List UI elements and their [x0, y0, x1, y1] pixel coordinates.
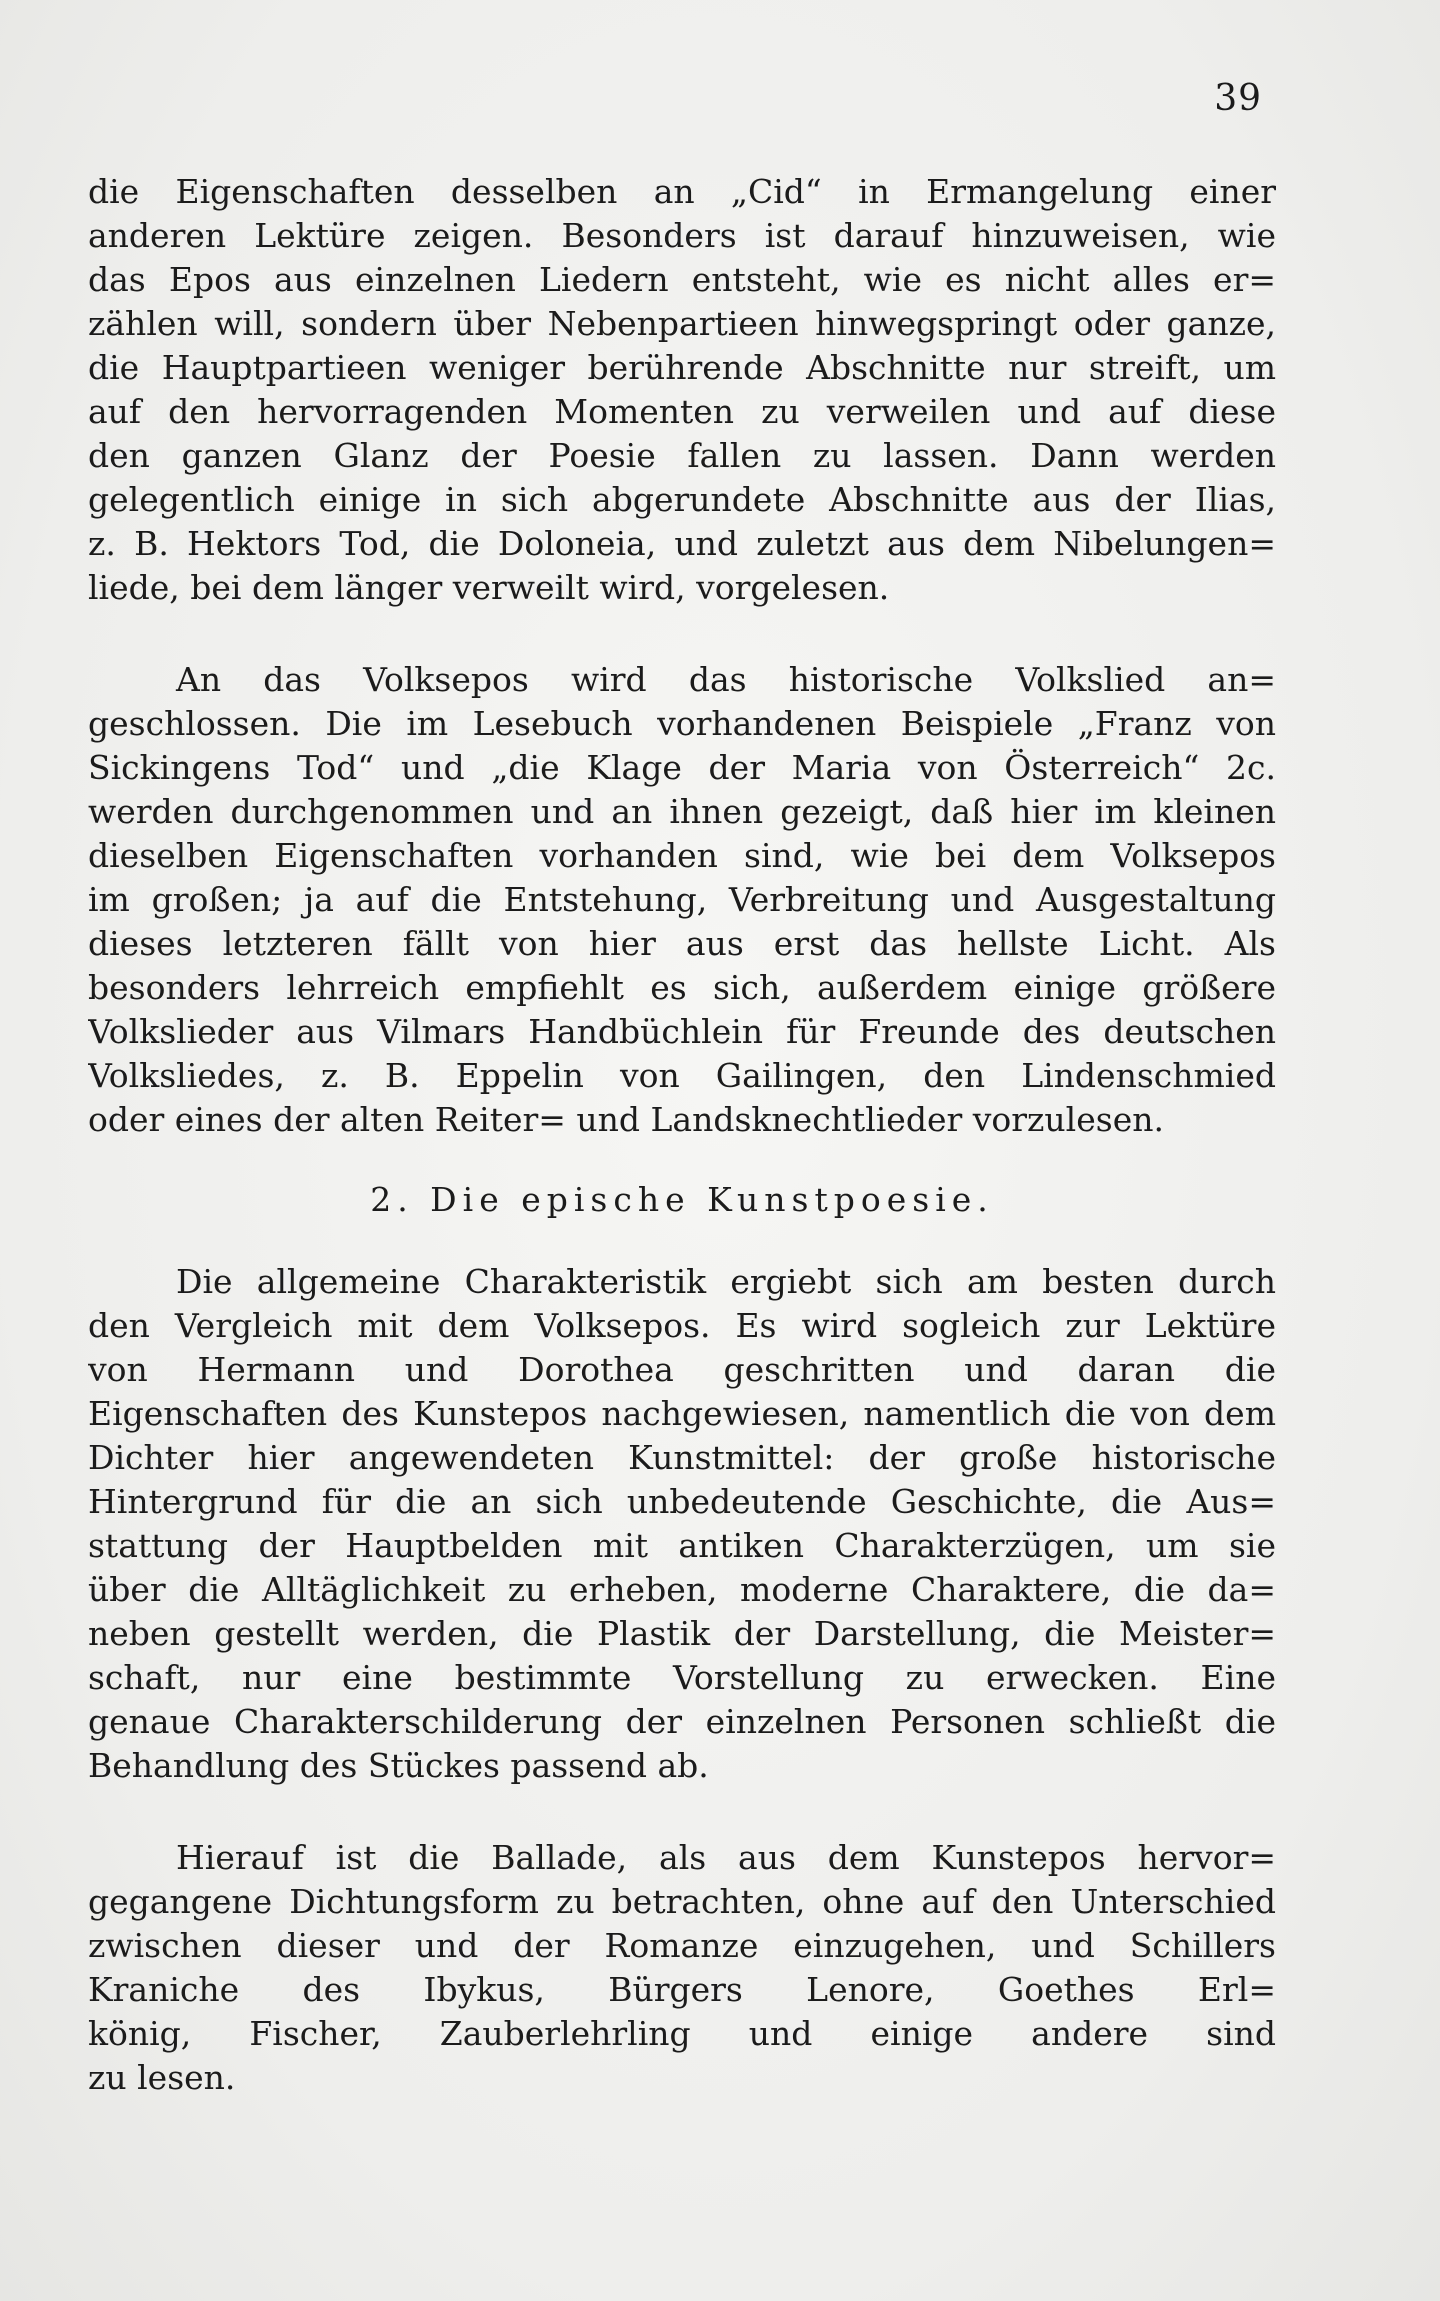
- text-line: liede, bei dem länger verweilt wird, vorgelesen.: [88, 568, 890, 607]
- text-line: über die Alltäglichkeit zu erheben, moderne Charaktere, die da=: [88, 1570, 1276, 1609]
- text-line: Hierauf ist die Ballade, als aus dem Kunstepos hervor=: [176, 1838, 1276, 1877]
- section-heading: 2. Die epische Kunstpoesie.: [370, 1180, 994, 1219]
- text-line: Sickingens Tod“ und „die Klage der Maria von Österreich“ 2c.: [88, 748, 1276, 787]
- text-line: dieses letzteren fällt von hier aus erst das hellste Licht. Als: [88, 924, 1276, 963]
- text-line: genaue Charakterschilderung der einzelnen Personen schließt die: [88, 1702, 1276, 1741]
- text-line: stattung der Hauptbelden mit antiken Charakterzügen, um sie: [88, 1526, 1276, 1565]
- text-line: die Hauptpartieen weniger berührende Abschnitte nur streift, um: [88, 348, 1276, 387]
- text-line: An das Volksepos wird das historische Volkslied an=: [176, 660, 1276, 699]
- paragraph-3: [88, 1260, 1276, 1788]
- paragraph-2: [88, 658, 1276, 1142]
- text-line: zwischen dieser und der Romanze einzugehen, und Schillers: [88, 1926, 1276, 1965]
- text-line: Dichter hier angewendeten Kunstmittel: der große historische: [88, 1438, 1276, 1477]
- text-line: z. B. Hektors Tod, die Doloneia, und zuletzt aus dem Nibelungen=: [88, 524, 1276, 563]
- paragraph-gap: [88, 610, 1276, 658]
- text-line: geschlossen. Die im Lesebuch vorhandenen Beispiele „Franz von: [88, 704, 1276, 743]
- paragraph-gap: [88, 1788, 1276, 1836]
- text-line: zu lesen.: [88, 2058, 236, 2097]
- text-line: oder eines der alten Reiter= und Landsknechtlieder vorzulesen.: [88, 1100, 1164, 1139]
- text-line: gelegentlich einige in sich abgerundete Abschnitte aus der Ilias,: [88, 480, 1276, 519]
- text-line: Eigenschaften des Kunstepos nachgewiesen, namentlich die von dem: [88, 1394, 1276, 1433]
- text-line: den Vergleich mit dem Volksepos. Es wird sogleich zur Lektüre: [88, 1306, 1276, 1345]
- text-line: die Eigenschaften desselben an „Cid“ in Ermangelung einer: [88, 172, 1276, 211]
- text-line: neben gestellt werden, die Plastik der Darstellung, die Meister=: [88, 1614, 1276, 1653]
- text-line: den ganzen Glanz der Poesie fallen zu lassen. Dann werden: [88, 436, 1276, 475]
- text-line: Volksliedes, z. B. Eppelin von Gailingen, den Lindenschmied: [88, 1056, 1276, 1095]
- paragraph-4: [88, 1836, 1276, 2100]
- text-line: zählen will, sondern über Nebenpartieen hinwegspringt oder ganze,: [88, 304, 1276, 343]
- text-line: könig, Fischer, Zauberlehrling und einige andere sind: [88, 2014, 1276, 2053]
- paragraph-1: [88, 170, 1276, 610]
- text-line: Volkslieder aus Vilmars Handbüchlein für Freunde des deutschen: [88, 1012, 1276, 1051]
- text-line: Behandlung des Stückes passend ab.: [88, 1746, 709, 1785]
- page-number: 39: [1214, 78, 1262, 119]
- text-body: [88, 170, 1276, 2100]
- text-line: Die allgemeine Charakteristik ergiebt sich am besten durch: [176, 1262, 1276, 1301]
- text-line: auf den hervorragenden Momenten zu verweilen und auf diese: [88, 392, 1276, 431]
- text-line: Kraniche des Ibykus, Bürgers Lenore, Goethes Erl=: [88, 1970, 1276, 2009]
- text-line: Hintergrund für die an sich unbedeutende Geschichte, die Aus=: [88, 1482, 1276, 1521]
- text-line: besonders lehrreich empfiehlt es sich, außerdem einige größere: [88, 968, 1276, 1007]
- text-line: von Hermann und Dorothea geschritten und daran die: [88, 1350, 1276, 1389]
- text-line: im großen; ja auf die Entstehung, Verbreitung und Ausgestaltung: [88, 880, 1276, 919]
- text-line: dieselben Eigenschaften vorhanden sind, wie bei dem Volksepos: [88, 836, 1276, 875]
- text-line: werden durchgenommen und an ihnen gezeigt, daß hier im kleinen: [88, 792, 1276, 831]
- text-line: schaft, nur eine bestimmte Vorstellung zu erwecken. Eine: [88, 1658, 1276, 1697]
- text-line: das Epos aus einzelnen Liedern entsteht, wie es nicht alles er=: [88, 260, 1276, 299]
- text-line: anderen Lektüre zeigen. Besonders ist darauf hinzuweisen, wie: [88, 216, 1276, 255]
- text-line: gegangene Dichtungsform zu betrachten, ohne auf den Unterschied: [88, 1882, 1276, 1921]
